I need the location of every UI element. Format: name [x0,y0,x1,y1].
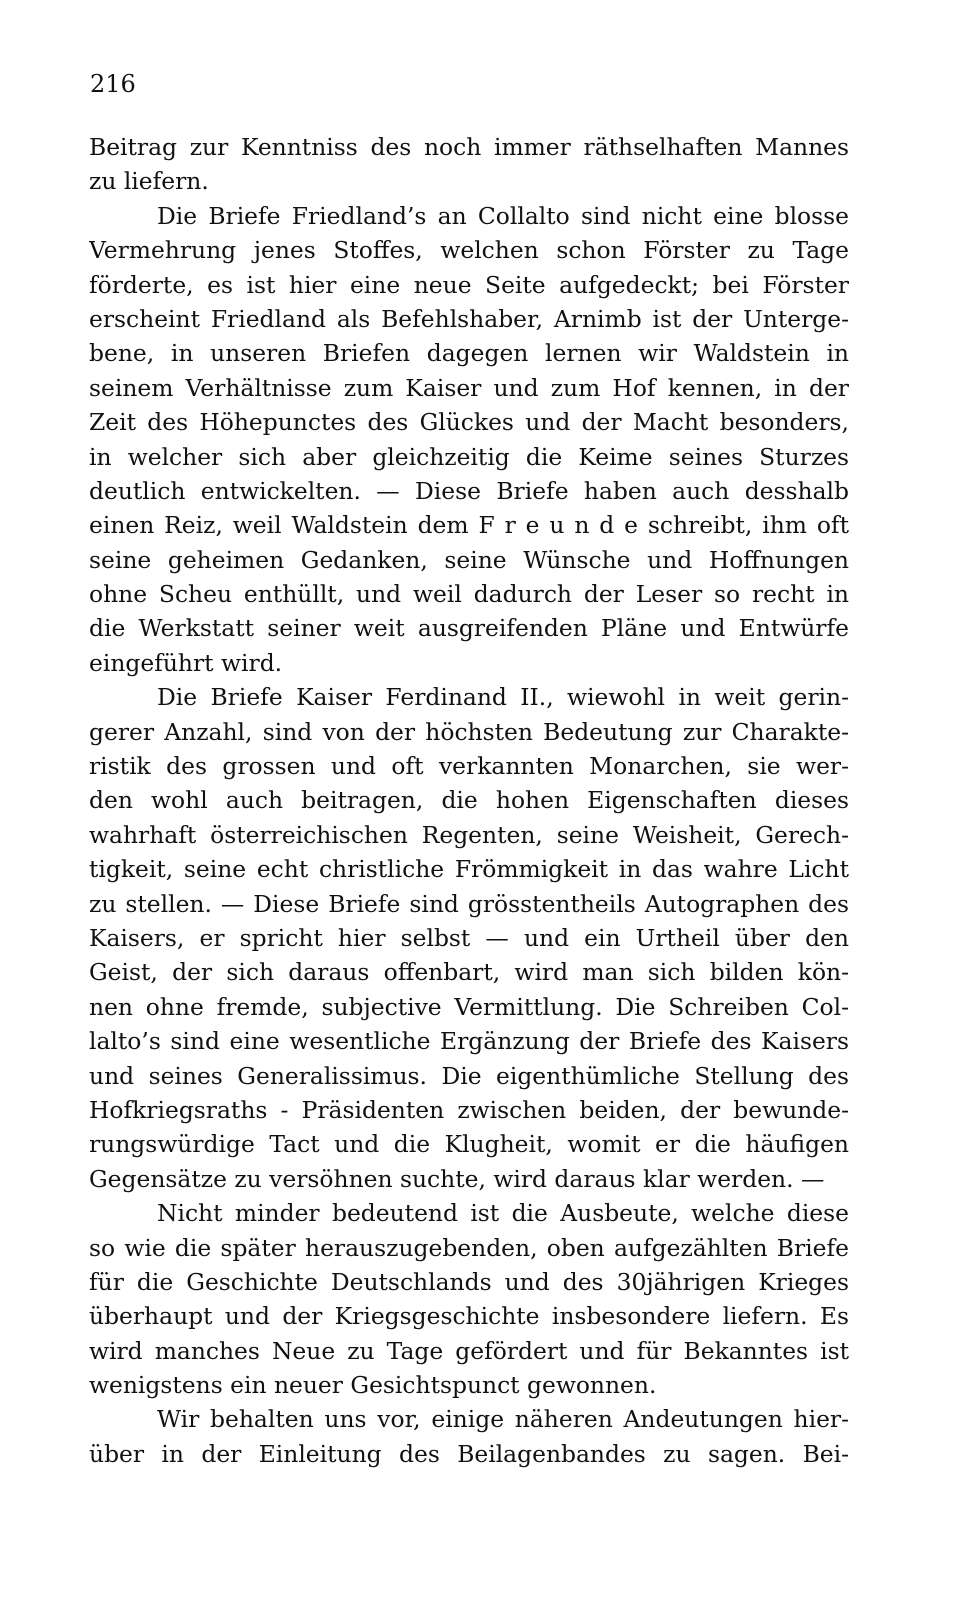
text-line: eingeführt wird. [89,648,283,677]
body-text [89,130,849,1471]
text-line: für die Geschichte Deutschlands und des 30jährigen Krieges [89,1267,849,1296]
text-line: die Werkstatt seiner weit ausgreifenden Pläne und Entwürfe [89,614,849,643]
text-line: Geist, der sich daraus offenbart, wird man sich bilden kön- [89,958,849,987]
text-line: über in der Einleitung des Beilagenbandes zu sagen. Bei- [89,1439,849,1468]
text-line: so wie die später herauszugebenden, oben aufgezählten Briefe [89,1233,849,1262]
text-line: einen Reiz, weil Waldstein dem F r e u n d e schreibt, ihm oft [89,511,849,540]
text-line: lalto’s sind eine wesentliche Ergänzung der Briefe des Kaisers [89,1027,849,1056]
text-line: Vermehrung jenes Stoffes, welchen schon Förster zu Tage [89,236,849,265]
text-line: überhaupt und der Kriegsgeschichte insbesondere liefern. Es [89,1302,849,1331]
text-line: deutlich entwickelten. — Diese Briefe haben auch desshalb [89,476,849,505]
text-line: Zeit des Höhepunctes des Glückes und der Macht besonders, [89,408,849,437]
text-line: wird manches Neue zu Tage gefördert und für Bekanntes ist [89,1336,849,1365]
text-line: förderte, es ist hier eine neue Seite aufgedeckt; bei Förster [89,270,849,299]
text-line: Wir behalten uns vor, einige näheren Andeutungen hier- [157,1405,849,1434]
page-number: 216 [90,70,136,98]
text-line: den wohl auch beitragen, die hohen Eigenschaften dieses [89,786,849,815]
text-line: rungswürdige Tact und die Klugheit, womit er die häufigen [89,1130,849,1159]
text-line: bene, in unseren Briefen dagegen lernen wir Waldstein in [89,339,849,368]
text-line: seinem Verhältnisse zum Kaiser und zum Hof kennen, in der [89,373,849,402]
text-line: wahrhaft österreichischen Regenten, seine Weisheit, Gerech- [89,820,849,849]
text-line: ristik des grossen und oft verkannten Monarchen, sie wer- [89,752,849,781]
text-line: Kaisers, er spricht hier selbst — und ein Urtheil über den [89,923,849,952]
text-line: zu liefern. [89,167,209,196]
text-line: wenigstens ein neuer Gesichtspunct gewonnen. [89,1371,657,1400]
text-line: nen ohne fremde, subjective Vermittlung. Die Schreiben Col- [89,992,849,1021]
text-line: seine geheimen Gedanken, seine Wünsche und Hoffnungen [89,545,849,574]
text-line: und seines Generalissimus. Die eigenthümliche Stellung des [89,1061,849,1090]
text-line: in welcher sich aber gleichzeitig die Keime seines Sturzes [89,442,849,471]
text-line: gerer Anzahl, sind von der höchsten Bedeutung zur Charakte- [89,717,849,746]
text-line: ohne Scheu enthüllt, und weil dadurch der Leser so recht in [89,580,849,609]
text-line: tigkeit, seine echt christliche Frömmigkeit in das wahre Licht [89,855,849,884]
text-line: Nicht minder bedeutend ist die Ausbeute, welche diese [157,1199,849,1228]
text-line: zu stellen. — Diese Briefe sind grösstentheils Autographen des [89,889,849,918]
text-line: erscheint Friedland als Befehlshaber, Arnimb ist der Unterge- [89,304,849,333]
text-line: Hofkriegsraths - Präsidenten zwischen beiden, der bewunde- [89,1095,849,1124]
text-line: Die Briefe Kaiser Ferdinand II., wiewohl in weit gerin- [157,683,849,712]
text-line: Gegensätze zu versöhnen suchte, wird daraus klar werden. — [89,1164,825,1193]
text-line: Die Briefe Friedland’s an Collalto sind nicht eine blosse [157,201,849,230]
text-line: Beitrag zur Kenntniss des noch immer räthselhaften Mannes [89,133,849,161]
